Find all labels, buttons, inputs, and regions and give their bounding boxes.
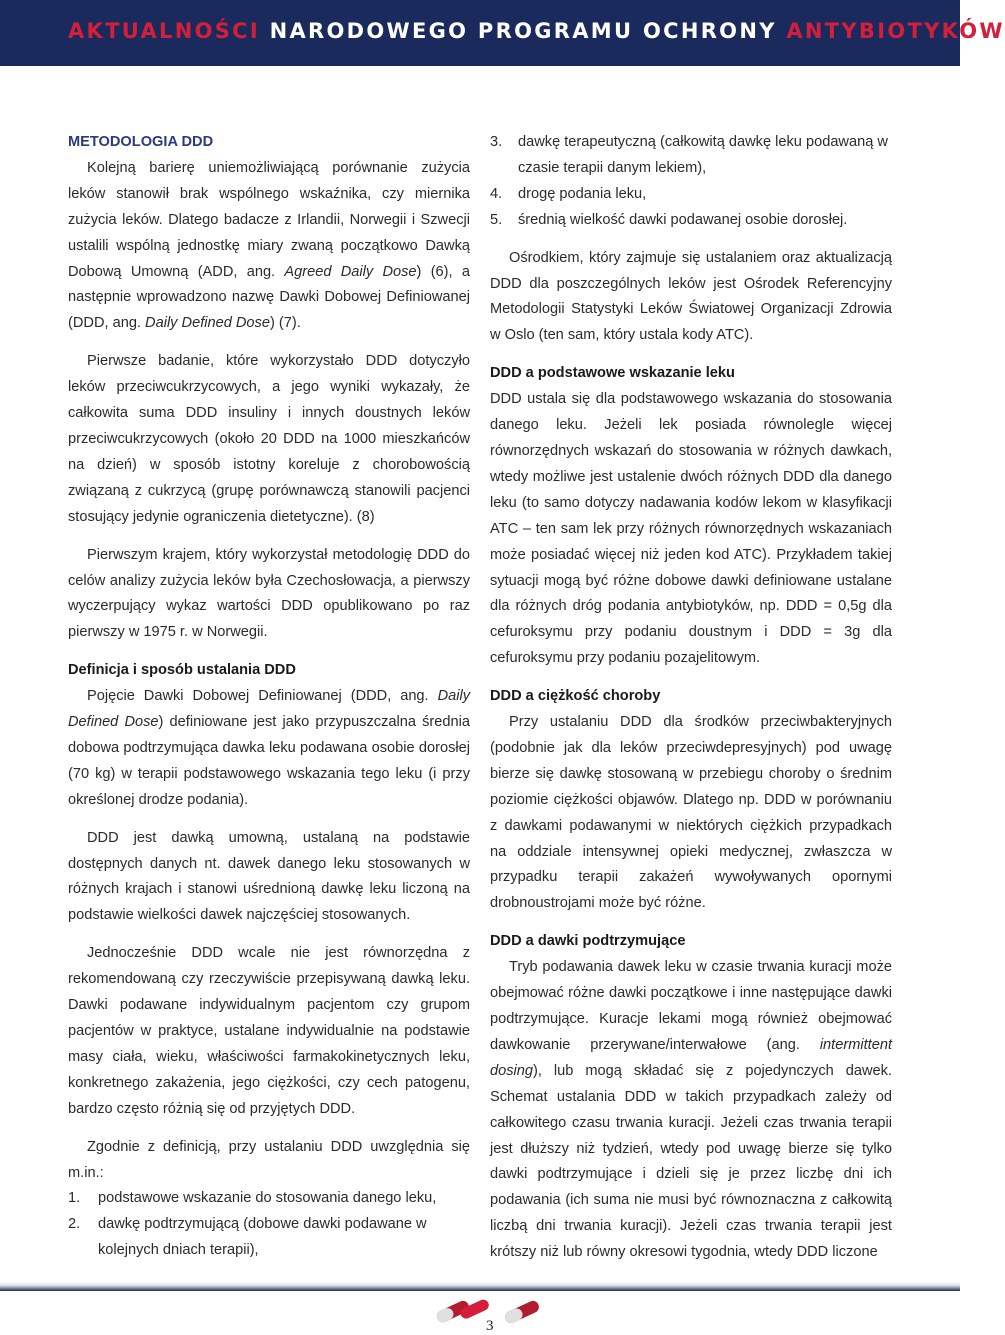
text-span: ) (7). — [269, 315, 301, 332]
paragraph — [68, 156, 470, 337]
paragraph: DDD jest dawką umowną, ustalaną na podstawie dostępnych danych nt. dawek danego leku stosowanych w różnych krajach i stanowi uśrednioną dawkę leku liczoną na podstawie wielkości dawek najczęściej stosowanych. — [68, 829, 470, 924]
text-span: ) definiowane jest jako przypuszczalna średnia dobowa podtrzymująca dawka leku podawana osobie dorosłej (70 kg) w terapii podstawowego wskazania tego leku (i przy określonej drodze podania). — [68, 714, 470, 808]
paragraph: Przy ustalaniu DDD dla środków przeciwbakteryjnych (podobnie jak dla leków przeciwdepresyjnych) pod uwagę bierze się dawkę stosowaną w przebiegu choroby o średnim poziomie ciężkości objawów. Dlatego np. DDD w porównaniu z dawkami podawanymi w niektórych ciężkich przypadkach na oddziale intensywnej opieki medycznej, zwłaszcza w przypadku terapii zakażeń wywoływanych opornymi drobnoustrojami może być różne. — [490, 714, 892, 912]
paragraph: Jednocześnie DDD wcale nie jest równorzędna z rekomendowaną czy rzeczywiście przepisywaną dawką leku. Dawki podawane indywidualnym pacjentom czy grupom pacjentów w praktyce, ustalane indywidualnie na podstawie masy ciała, wieku, właściwości farmakokinetycznych leku, konkretnego zakażenia, jego ciężkości, czy cech patogenu, bardzo często różnią się od przyjętych DDD. — [68, 945, 470, 1117]
page-header — [0, 0, 1005, 66]
list-text: dawkę podtrzymującą (dobowe dawki podawane w kolejnych dniach terapii), — [98, 1216, 427, 1259]
list-item — [40, 1212, 470, 1264]
paragraph: DDD ustala się dla podstawowego wskazania do stosowania danego leku. Jeżeli lek posiada równolegle więcej równorzędnych wskazań do stosowania w różnych dawkach, wtedy możliwe jest ustalenie dwóch różnych DDD dla danego leku (to samo dotyczy nadawania kodów lekom w klasyfikacji ATC – ten sam lek przy różnych równorzędnych wskazaniach może posiadać więcej niż jeden kod ATC). Przykładem takiej sytuacji mogą być różne dobowe dawki definiowane ustalane dla różnych dróg podania antybiotyków, np. DDD = 0,5g dla cefuroksymu przy podaniu doustnym i DDD = 3g dla cefuroksymu przy podaniu pozajelitowym. — [490, 391, 892, 667]
footer-bar — [0, 1282, 960, 1291]
text-span: ), lub mogą składać się z pojedynczych dawek. Schemat ustalania DDD w takich przypadkach zależy od całkowitego czasu trwania kuracji. Jeżeli czas trwania terapii jest dłuższy niż tydzień, wtedy pod uwagę bierze się tylko dawki podtrzymujące i dzieli się je przez liczbę dni ich podawania (ich suma nie musi być równoznaczna z całkowitą liczbą dni trwania kuracji). Jeżeli czas trwania terapii jest krótszy niż lub równy okresowi tygodnia, wtedy DDD liczone — [490, 1062, 892, 1261]
paragraph — [490, 955, 892, 1266]
text-span: ) (6), a następnie wprowadzono nazwę Dawki Dobowej Definiowanej (DDD, ang. — [68, 263, 470, 332]
subheading: DDD a ciężkość choroby — [490, 688, 661, 705]
italic-term: intermittent dosing — [490, 1036, 892, 1079]
header-title-part3: ANTYBIOTYKÓW — [786, 19, 1005, 43]
italic-term: Daily Defined Dose — [145, 315, 270, 332]
header-title-part1: AKTUALNOŚCI — [68, 19, 260, 43]
right-column — [490, 130, 892, 1266]
text-span: Pojęcie Dawki Dobowej Definiowanej (DDD, ang. — [87, 688, 438, 705]
subheading: DDD a podstawowe wskazanie leku — [490, 365, 735, 382]
list-number: 3. — [490, 134, 503, 150]
header-title-part2: NARODOWEGO PROGRAMU OCHRONY — [269, 19, 777, 43]
list-text: średnią wielkość dawki podawanej osobie dorosłej. — [518, 211, 848, 228]
numbered-list — [68, 1186, 470, 1264]
list-item — [460, 130, 892, 182]
header-title — [68, 19, 1005, 43]
list-text: podstawowe wskazanie do stosowania danego leku, — [98, 1190, 437, 1207]
page-number: 3 — [486, 1318, 494, 1334]
text-span: Tryb podawania dawek leku w czasie trwania kuracji może obejmować różne dawki początkowe i inne następujące dawki podtrzymujące. Kuracje lekami mogą również obejmować dawkowanie przerywane/interwałowe (ang. — [490, 959, 892, 1053]
left-column — [68, 130, 470, 1264]
list-number: 5. — [490, 211, 503, 228]
list-item — [460, 182, 892, 208]
list-text: drogę podania leku, — [518, 185, 647, 202]
paragraph: Pierwszym krajem, który wykorzystał metodologię DDD do celów analizy zużycia leków była Czechosłowacja, a pierwszy wyczerpujący wykaz wartości DDD opublikowano po raz pierwszy w 1975 r. w Norwegii. — [68, 546, 470, 641]
list-text: dawkę terapeutyczną (całkowitą dawkę leku podawaną w czasie terapii danym lekiem), — [518, 134, 888, 176]
paragraph: Pierwsze badanie, które wykorzystało DDD dotyczyło leków przeciwcukrzycowych, a jego wyniki wykazały, że całkowita suma DDD insuliny i innych doustnych leków przeciwcukrzycowych (około 20 DDD na 1000 mieszkańców na dzień) w sposób istotny koreluje z chorobowością związaną z cukrzycą (grupę porównawczą stanowili pacjenci stosujący jedynie ograniczenia dietetyczne). (8) — [68, 353, 470, 525]
list-number: 2. — [68, 1216, 81, 1233]
italic-term: Agreed Daily Dose — [284, 263, 417, 280]
list-item — [460, 208, 892, 234]
subheading: DDD a dawki podtrzymujące — [490, 933, 686, 950]
italic-term: Daily Defined Dose — [68, 688, 470, 731]
numbered-list — [490, 130, 892, 234]
list-item — [40, 1186, 470, 1212]
list-number: 4. — [490, 185, 503, 202]
list-number: 1. — [68, 1190, 81, 1207]
section-title: METODOLOGIA DDD — [68, 134, 214, 150]
subheading: Definicja i sposób ustalania DDD — [68, 662, 296, 679]
paragraph: Zgodnie z definicją, przy ustalaniu DDD uwzględnia się m.in.: — [68, 1138, 470, 1181]
paragraph: Ośrodkiem, który zajmuje się ustalaniem oraz aktualizacją DDD dla poszczególnych leków jest Ośrodek Referencyjny Metodologii Statystyki Leków Światowej Organizacji Zdrowia w Oslo (ten sam, który ustala kody ATC). — [490, 249, 892, 344]
text-span: Kolejną barierę uniemożliwiającą porównanie zużycia leków stanowił brak wspólnego wskaźnika, czy miernika zużycia leków. Dlatego badacze z Irlandii, Norwegii i Szwecji ustalili wspólną jednostkę miary zwaną początkowo Dawką Dobową Umowną (ADD, ang. — [68, 159, 470, 280]
paragraph — [68, 684, 470, 814]
